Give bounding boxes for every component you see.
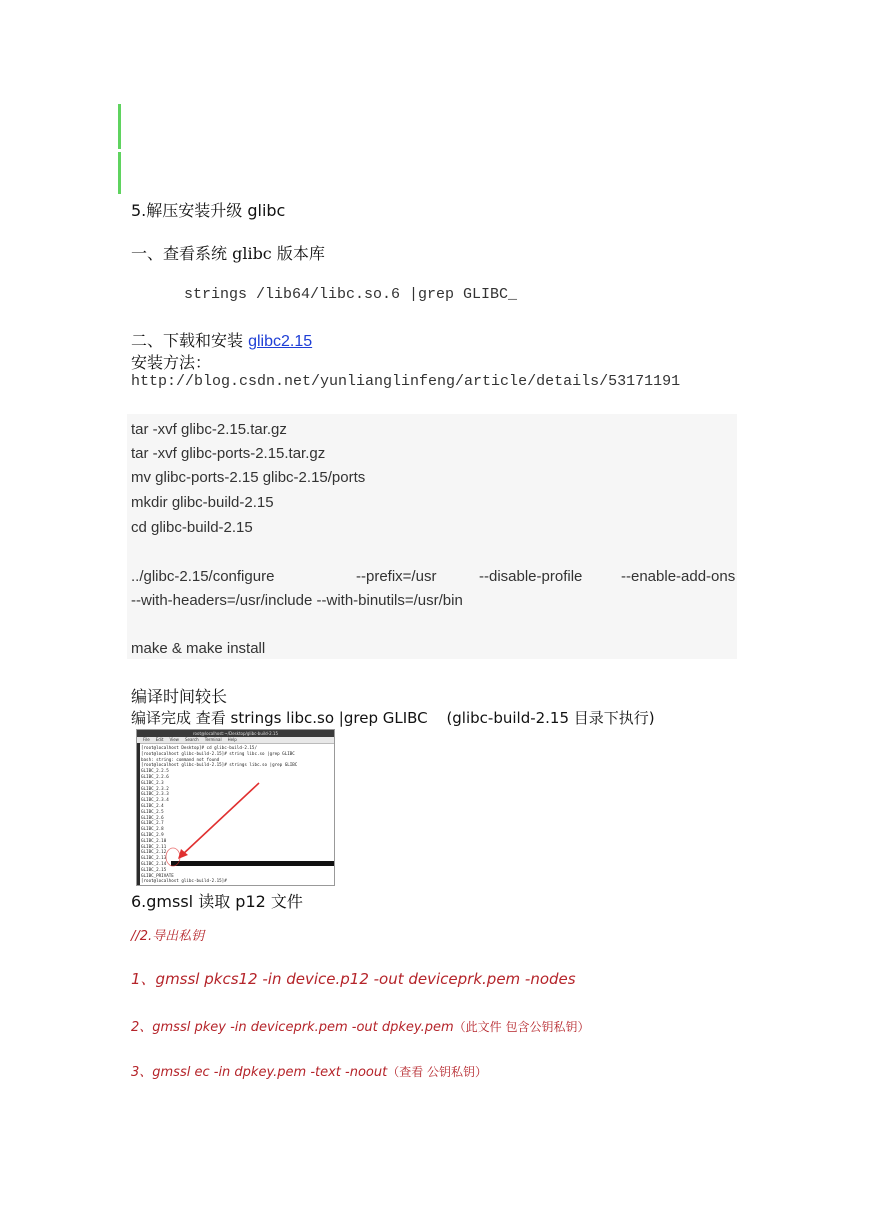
code-line: cd glibc-build-2.15 — [131, 519, 253, 536]
install-method-url: http://blog.csdn.net/yunlianglinfeng/article/details/53171191 — [131, 373, 681, 390]
step-2-title — [131, 328, 312, 351]
configure-command: ../glibc-2.15/configure — [131, 568, 275, 585]
terminal-line: GLIBC_2.6 — [141, 814, 164, 820]
terminal-line: [root@localhost glibc-build-2.15]# — [141, 878, 227, 884]
configure-option: --disable-profile — [479, 568, 583, 585]
margin-marker-bottom — [118, 152, 121, 194]
terminal-line: GLIBC_2.2.6 — [141, 773, 169, 779]
terminal-menu-item: Search — [184, 737, 199, 742]
compile-long-note: 编译时间较长 — [131, 687, 228, 706]
terminal-line: GLIBC_2.3.2 — [141, 785, 169, 791]
gmssl-pkey-command — [131, 1016, 589, 1035]
section-6-title: 6.gmssl 读取 p12 文件 — [131, 892, 303, 911]
configure-option: --prefix=/usr — [356, 568, 437, 585]
code-line: mv glibc-ports-2.15 glibc-2.15/ports — [131, 469, 366, 486]
gmssl-ec-note: （查看 公钥私钥） — [387, 1065, 488, 1079]
terminal-menu-item: Help — [227, 737, 237, 742]
red-arrow-annotation — [137, 730, 334, 885]
code-line: mkdir glibc-build-2.15 — [131, 494, 274, 511]
margin-marker-top — [118, 104, 121, 149]
step-1-title: 一、查看系统 glibc 版本库 — [131, 244, 325, 263]
terminal-menu-item: Terminal — [204, 737, 222, 742]
terminal-line: GLIBC_2.7 — [141, 820, 164, 826]
gmssl-ec-command — [131, 1061, 487, 1080]
terminal-line: GLIBC_2.10 — [141, 837, 167, 843]
install-method-label: 安装方法： — [131, 353, 212, 372]
terminal-line: GLIBC_PRIVATE — [141, 872, 174, 878]
terminal-line: GLIBC_2.8 — [141, 826, 164, 832]
terminal-screenshot — [136, 729, 335, 886]
terminal-line: GLIBC_2.5 — [141, 808, 164, 814]
make-command: make & make install — [131, 640, 266, 657]
terminal-title: root@localhost:~/Desktop/glibc-build-2.15 — [137, 730, 334, 737]
gmssl-ec-text: 3、gmssl ec -in dpkey.pem -text -noout — [131, 1065, 388, 1080]
terminal-line: GLIBC_2.11 — [141, 843, 167, 849]
terminal-line: GLIBC_2.4 — [141, 802, 164, 808]
terminal-menu-item: Edit — [155, 737, 164, 742]
terminal-line: GLIBC_2.9 — [141, 831, 164, 837]
terminal-line: GLIBC_2.13 — [141, 855, 167, 861]
terminal-line: GLIBC_2.3.4 — [141, 797, 169, 803]
compile-done-note — [131, 707, 655, 728]
glibc-version-command: strings /lib64/libc.so.6 |grep GLIBC_ — [184, 286, 518, 303]
terminal-menu-item: File — [143, 737, 150, 742]
gmssl-pkey-note: （此文件 包含公钥私钥） — [453, 1020, 590, 1034]
compile-dir-note: (glibc-build-2.15 目录下执行) — [446, 709, 655, 727]
configure-option: --enable-add-ons — [621, 568, 736, 585]
gmssl-pkcs12-command: 1、gmssl pkcs12 -in device.p12 -out deviceprk.pem -nodes — [131, 970, 576, 988]
glibc-download-link[interactable]: glibc2.15 — [248, 333, 313, 350]
configure-continuation: --with-headers=/usr/include --with-binutils=/usr/bin — [131, 592, 463, 609]
code-line: tar -xvf glibc-ports-2.15.tar.gz — [131, 445, 326, 462]
code-block — [127, 414, 737, 659]
terminal-line: GLIBC_2.2.5 — [141, 768, 169, 774]
terminal-line: GLIBC_2.3.3 — [141, 791, 169, 797]
terminal-line: GLIBC_2.12 — [141, 849, 167, 855]
terminal-line: GLIBC_2.14 — [141, 860, 167, 866]
compile-done-text: 编译完成 查看 strings libc.so |grep GLIBC — [131, 709, 428, 727]
terminal-line: [root@localhost Desktop]# cd glibc-build-2.15/ — [141, 745, 257, 750]
gmssl-pkey-text: 2、gmssl pkey -in deviceprk.pem -out dpkey.pem — [131, 1020, 454, 1035]
step-2-title-text: 二、下载和安装 — [131, 331, 249, 350]
terminal-line: GLIBC_2.15 — [141, 866, 167, 872]
terminal-menu-item: View — [169, 737, 179, 742]
terminal-line: [root@localhost glibc-build-2.15]# strings libc.so |grep GLIBC — [141, 762, 298, 768]
terminal-line: GLIBC_2.3 — [141, 779, 164, 785]
code-line: tar -xvf glibc-2.15.tar.gz — [131, 421, 287, 438]
export-private-key-comment: //2.导出私钥 — [131, 929, 205, 944]
terminal-line: [root@localhost glibc-build-2.15]# string libc.so |grep GLIBC — [141, 750, 295, 756]
section-5-title: 5.解压安装升级 glibc — [131, 201, 286, 220]
terminal-line: bash: string: command not found — [141, 756, 220, 762]
